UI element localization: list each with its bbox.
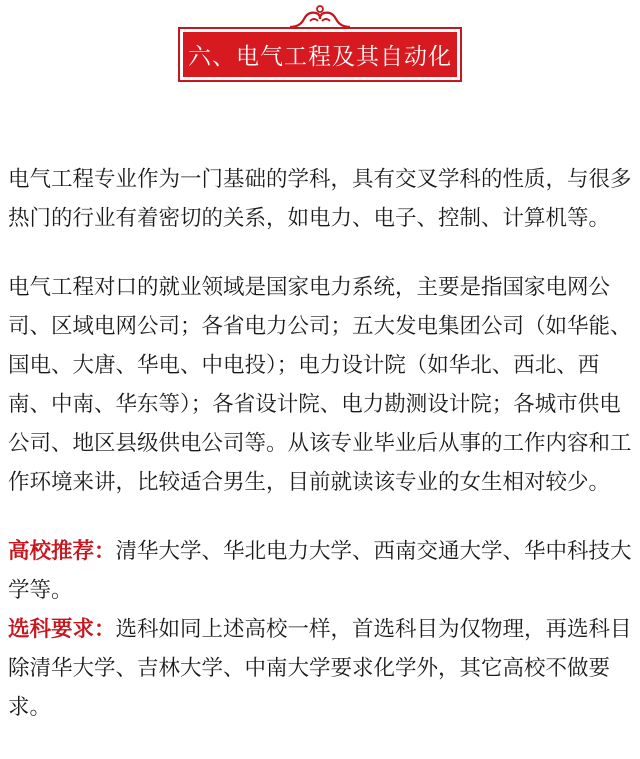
article-body: [8, 160, 632, 727]
section-title: 六、电气工程及其自动化: [183, 32, 457, 77]
recommend-label: 高校推荐：: [8, 539, 116, 564]
recommend-text: 清华大学、华北电力大学、西南交通大学、华中科技大学等。: [8, 539, 632, 603]
requirement-paragraph: [8, 610, 632, 727]
intro-paragraph: 电气工程专业作为一门基础的学科，具有交叉学科的性质，与很多热门的行业有着密切的关系，如电力、电子、控制、计算机等。: [8, 167, 632, 231]
employment-paragraph: 电气工程对口的就业领域是国家电力系统，主要是指国家电网公司、区域电网公司；各省电力公司；五大发电集团公司（如华能、国电、大唐、华电、中电投）；电力设计院（如华北、西北、西南、中南、华东等）；各省设计院、电力勘测设计院；各城市供电公司、地区县级供电公司等。从该专业毕业后从事的工作内容和工作环境来讲，比较适合男生，目前就读该专业的女生相对较少。: [8, 275, 632, 495]
section-title-box: [178, 27, 462, 82]
recommend-paragraph: [8, 532, 632, 610]
requirement-label: 选科要求：: [8, 617, 116, 642]
requirement-text: 选科如同上述高校一样，首选科目为仅物理，再选科目除清华大学、吉林大学、中南大学要求化学外，其它高校不做要求。: [8, 617, 632, 720]
